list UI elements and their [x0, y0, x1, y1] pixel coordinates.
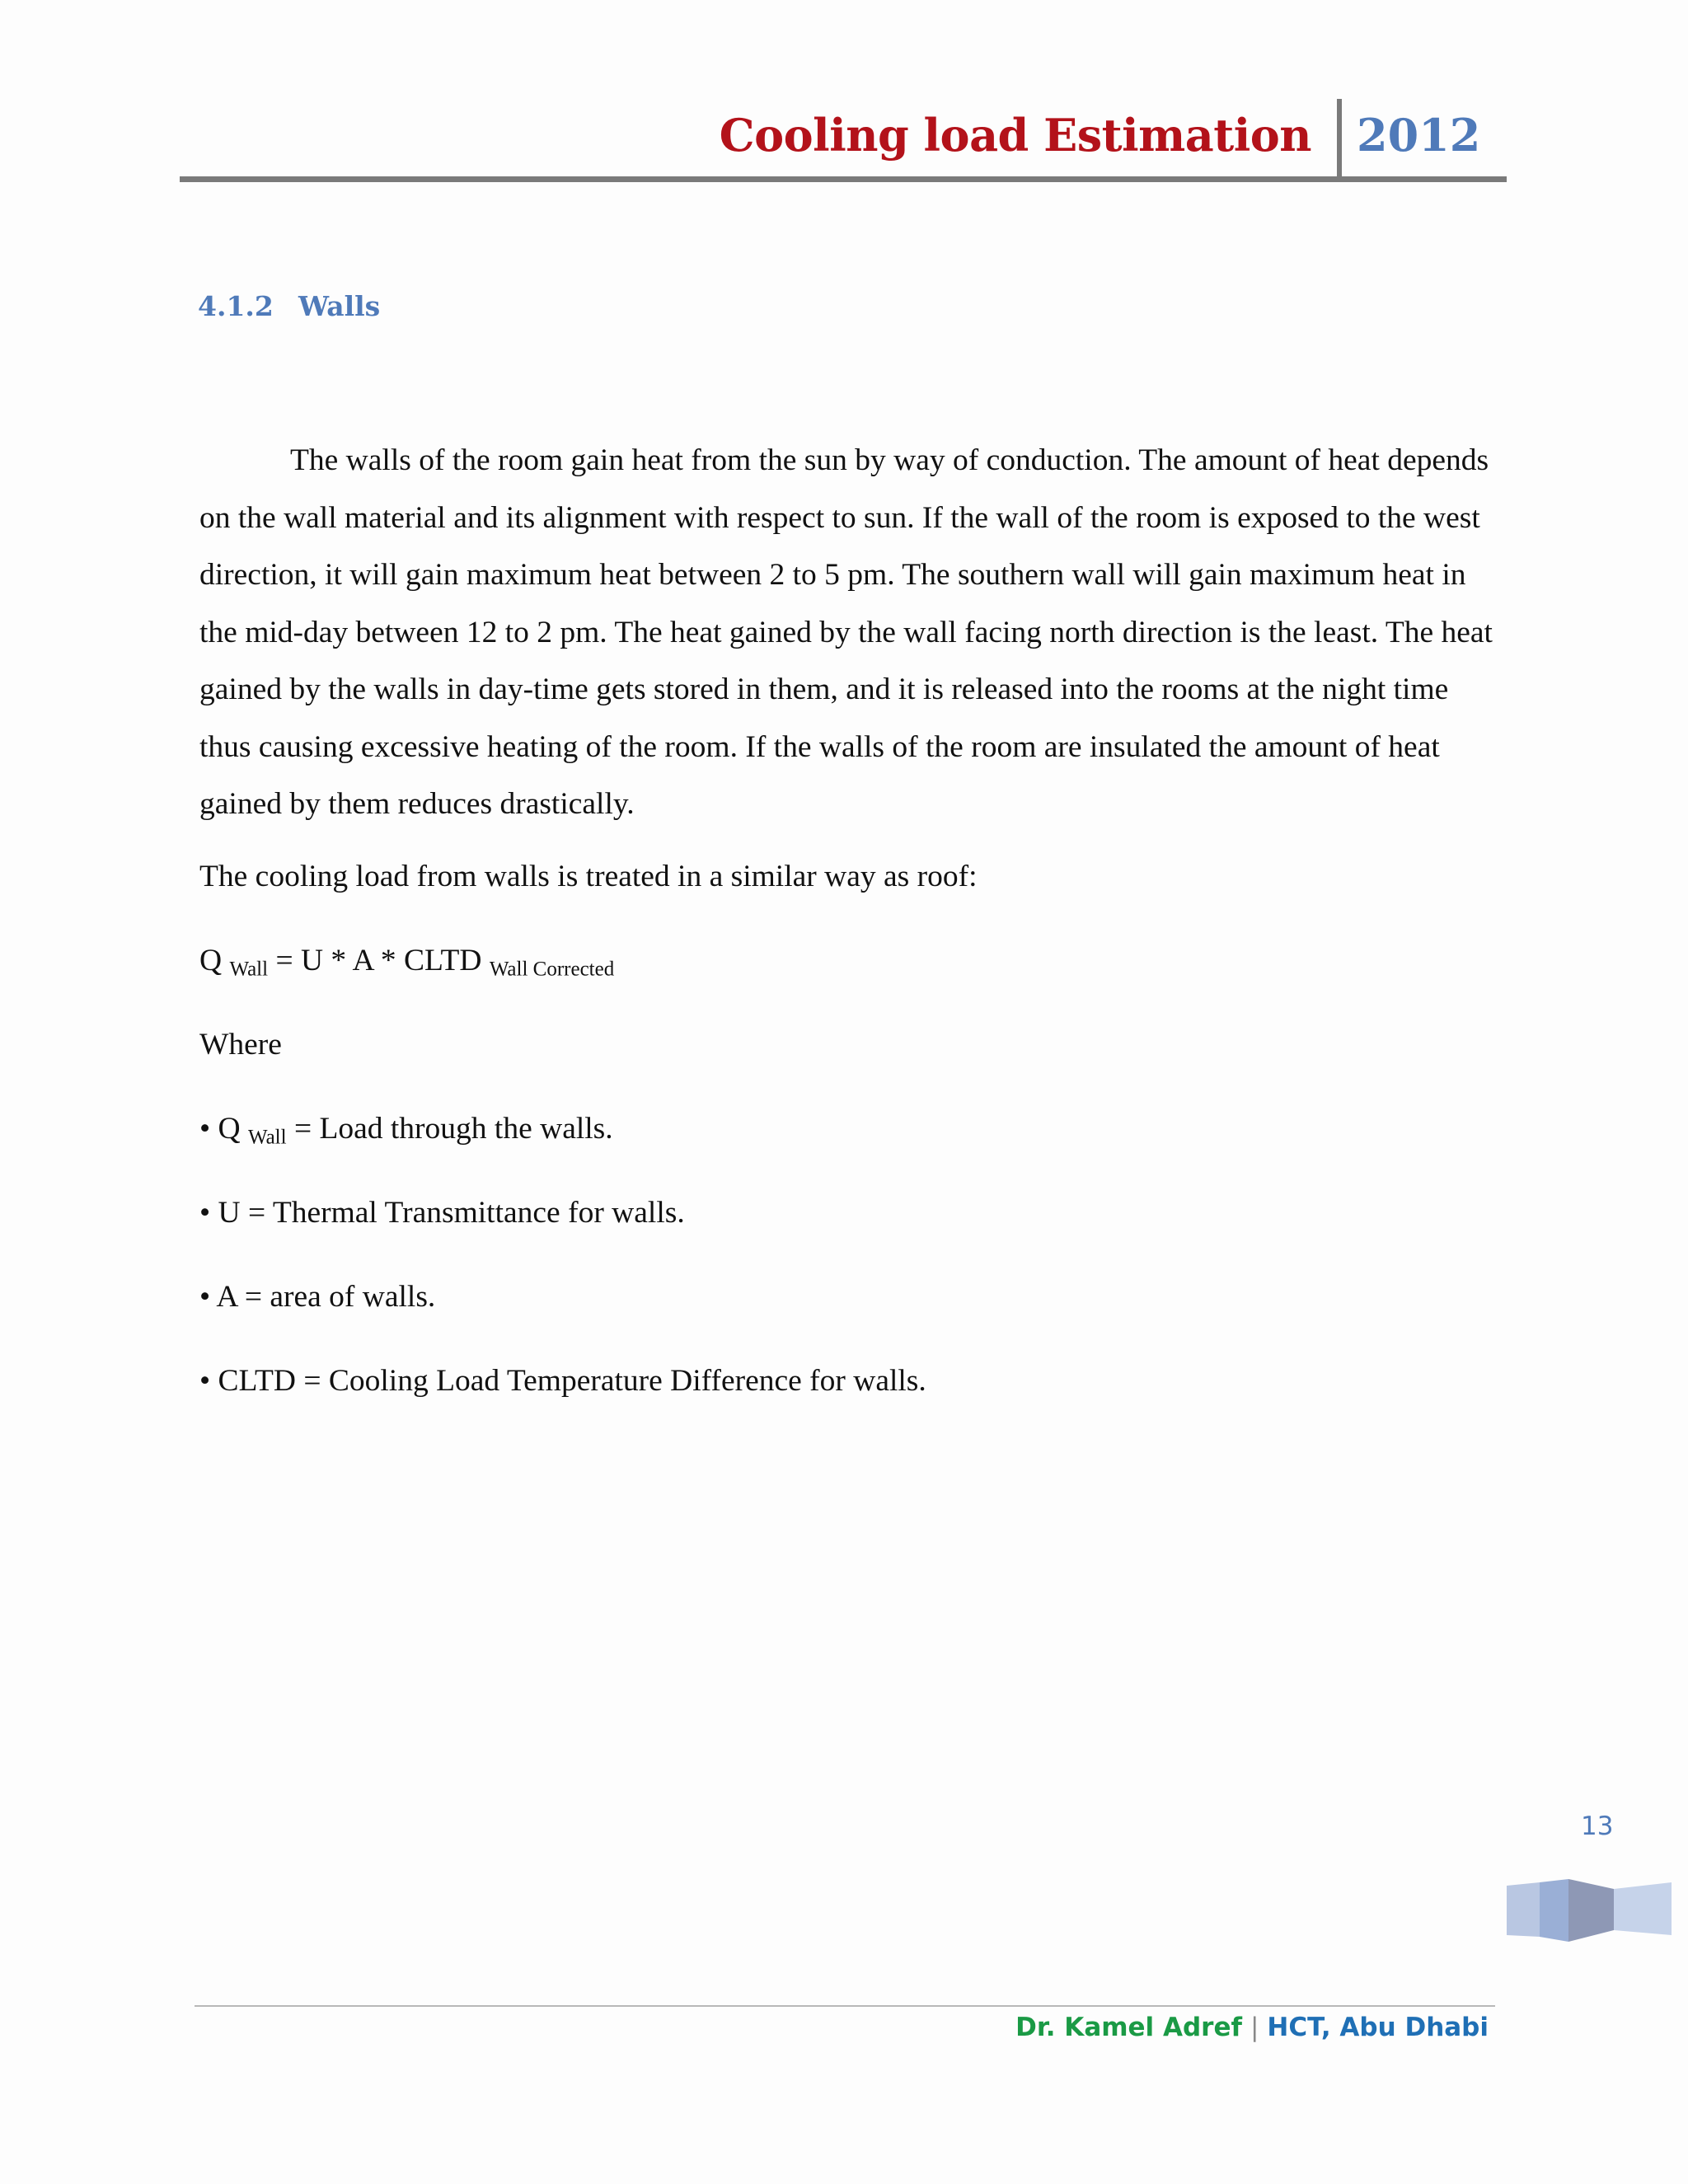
definition-item: [199, 1279, 435, 1315]
formula-rhs-subscript: Wall Corrected: [489, 958, 615, 981]
formula-lhs: Q: [199, 944, 223, 977]
where-label: Where: [199, 1028, 282, 1062]
section-title: Walls: [298, 290, 381, 322]
header-rule: [180, 176, 1507, 182]
definition-item: [199, 1195, 685, 1230]
section-number: 4.1.2: [198, 290, 274, 322]
header-separator: [1337, 99, 1342, 180]
definition-term: • Q: [199, 1112, 241, 1146]
page-corner-decoration: [1507, 1877, 1672, 1943]
formula-rhs: = U * A * CLTD: [275, 944, 482, 977]
definition-item: [199, 1363, 926, 1399]
formula: [199, 943, 614, 981]
footer-separator: |: [1250, 2013, 1259, 2042]
definition-text: = area of walls.: [244, 1280, 436, 1314]
page-number: 13: [1581, 1811, 1614, 1841]
header-year: 2012: [1357, 109, 1481, 162]
footer-rule: [195, 2005, 1495, 2007]
body-paragraph: The walls of the room gain heat from the sun by way of conduction. The amount of heat depends on the wall material and its alignment with respect to sun. If the wall of the room is exposed to the west direction, it will gain maximum heat between 2 to 5 pm. The southern wall will gain maximum heat in the mid-day between 12 to 2 pm. The heat gained by the wall facing north direction is the least. The heat gained by the walls in day-time gets stored in them, and it is released into the rooms at the night time thus causing excessive heating of the room. If the walls of the room are insulated the amount of heat gained by them reduces drastically.: [199, 443, 1493, 821]
definition-subscript: Wall: [247, 1126, 287, 1149]
section-heading: [198, 290, 380, 322]
definition-term: • A: [199, 1280, 237, 1314]
footer-institution: HCT, Abu Dhabi: [1267, 2013, 1489, 2042]
footer: [1015, 2013, 1489, 2042]
definition-term: • CLTD: [199, 1364, 296, 1398]
definition-text: = Cooling Load Temperature Difference for walls.: [303, 1364, 926, 1398]
definition-term: • U: [199, 1196, 241, 1230]
intro-line: The cooling load from walls is treated in a similar way as roof:: [199, 860, 978, 893]
definition-text: = Thermal Transmittance for walls.: [247, 1196, 685, 1230]
definition-item: [199, 1111, 613, 1149]
definition-text: = Load through the walls.: [293, 1112, 613, 1146]
footer-author: Dr. Kamel Adref: [1015, 2013, 1242, 2042]
header-title: Cooling load Estimation: [719, 109, 1311, 162]
formula-lhs-subscript: Wall: [229, 958, 269, 981]
